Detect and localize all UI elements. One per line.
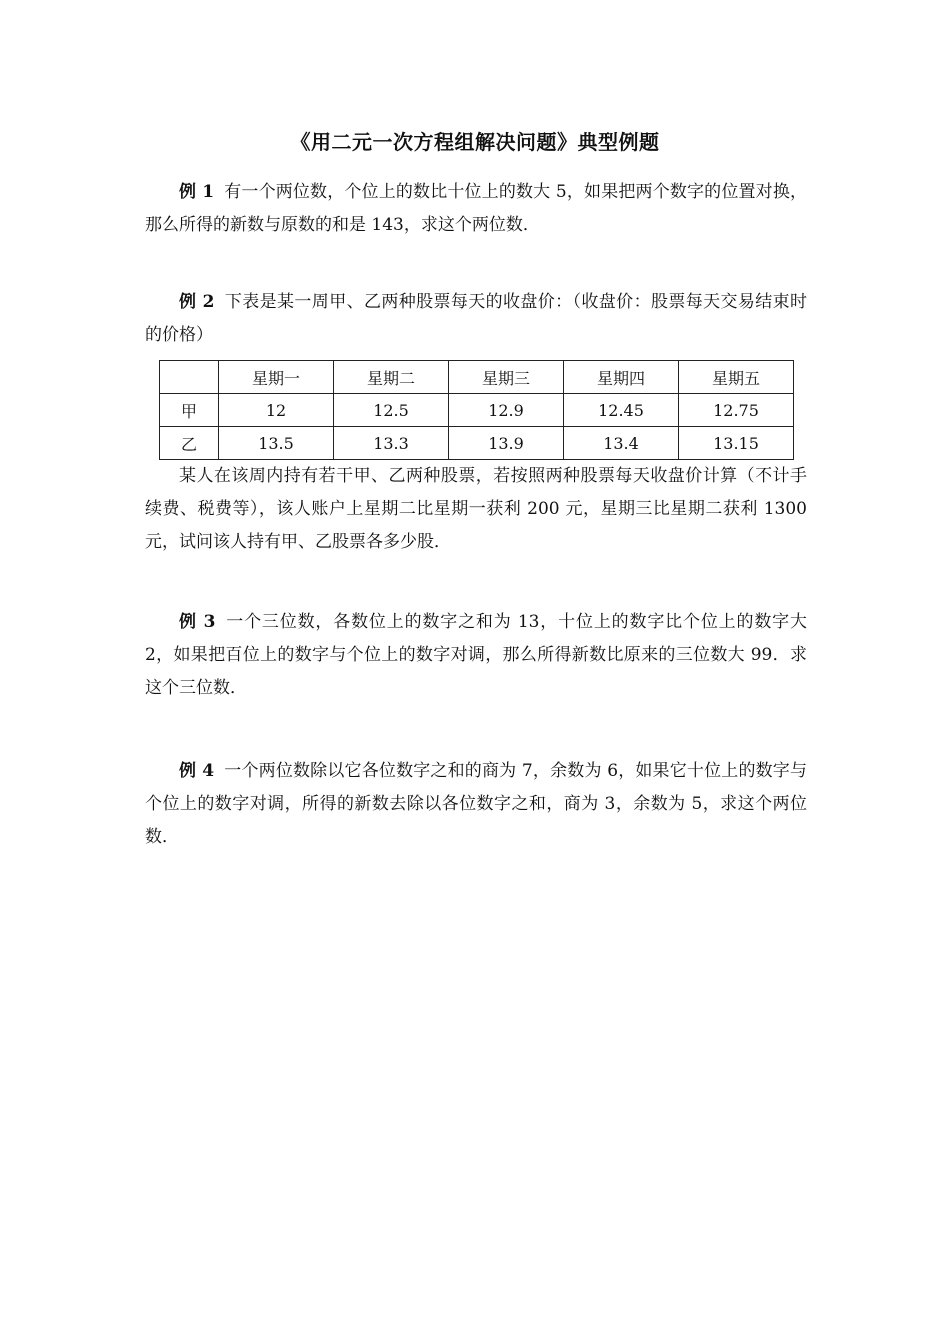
example-label: 例 4 [179, 761, 215, 781]
table-cell: 13.3 [334, 427, 449, 460]
table-header-cell: 星期四 [564, 361, 679, 394]
table-header-row [160, 361, 794, 394]
table-row [160, 394, 794, 427]
table-header-cell: 星期二 [334, 361, 449, 394]
table-cell: 12.9 [449, 394, 564, 427]
stock-price-table [159, 360, 794, 460]
table-cell: 13.9 [449, 427, 564, 460]
example-4 [145, 755, 807, 854]
example-text: 一个三位数，各数位上的数字之和为 13，十位上的数字比个位上的数字大 2，如果把百位上的数字与个位上的数字对调，那么所得新数比原来的三位数大 99．求这个三位数． [145, 612, 807, 698]
table-header-cell: 星期一 [219, 361, 334, 394]
example-text: 有一个两位数，个位上的数比十位上的数大 5，如果把两个数字的位置对换，那么所得的新数与原数的和是 143，求这个两位数． [145, 182, 808, 235]
table-cell: 12.5 [334, 394, 449, 427]
example-text: 下表是某一周甲、乙两种股票每天的收盘价：（收盘价：股票每天交易结束时的价格） [145, 292, 808, 345]
example-label: 例 2 [179, 292, 215, 312]
table-cell: 13.15 [679, 427, 794, 460]
table-cell: 13.5 [219, 427, 334, 460]
example-1 [145, 176, 807, 242]
table-row-label: 甲 [160, 394, 219, 427]
example-3 [145, 606, 807, 705]
table-header-cell [160, 361, 219, 394]
page-title: 《用二元一次方程组解决问题》典型例题 [290, 130, 660, 154]
example-2-continued: 某人在该周内持有若干甲、乙两种股票，若按照两种股票每天收盘价计算（不计手续费、税费等），该人账户上星期二比星期一获利 200 元，星期三比星期二获利 1300 元，试问该人持有甲、乙股票各多少股． [145, 466, 807, 552]
example-2 [145, 286, 807, 352]
example-label: 例 1 [179, 182, 215, 202]
table-row-label: 乙 [160, 427, 219, 460]
table-header-cell: 星期五 [679, 361, 794, 394]
table-cell: 12.75 [679, 394, 794, 427]
example-label: 例 3 [179, 612, 216, 632]
table-cell: 13.4 [564, 427, 679, 460]
table-cell: 12 [219, 394, 334, 427]
example-text: 一个两位数除以它各位数字之和的商为 7，余数为 6，如果它十位上的数字与个位上的数字对调，所得的新数去除以各位数字之和，商为 3，余数为 5，求这个两位数． [145, 761, 807, 847]
table-row [160, 427, 794, 460]
table-header-cell: 星期三 [449, 361, 564, 394]
table-cell: 12.45 [564, 394, 679, 427]
